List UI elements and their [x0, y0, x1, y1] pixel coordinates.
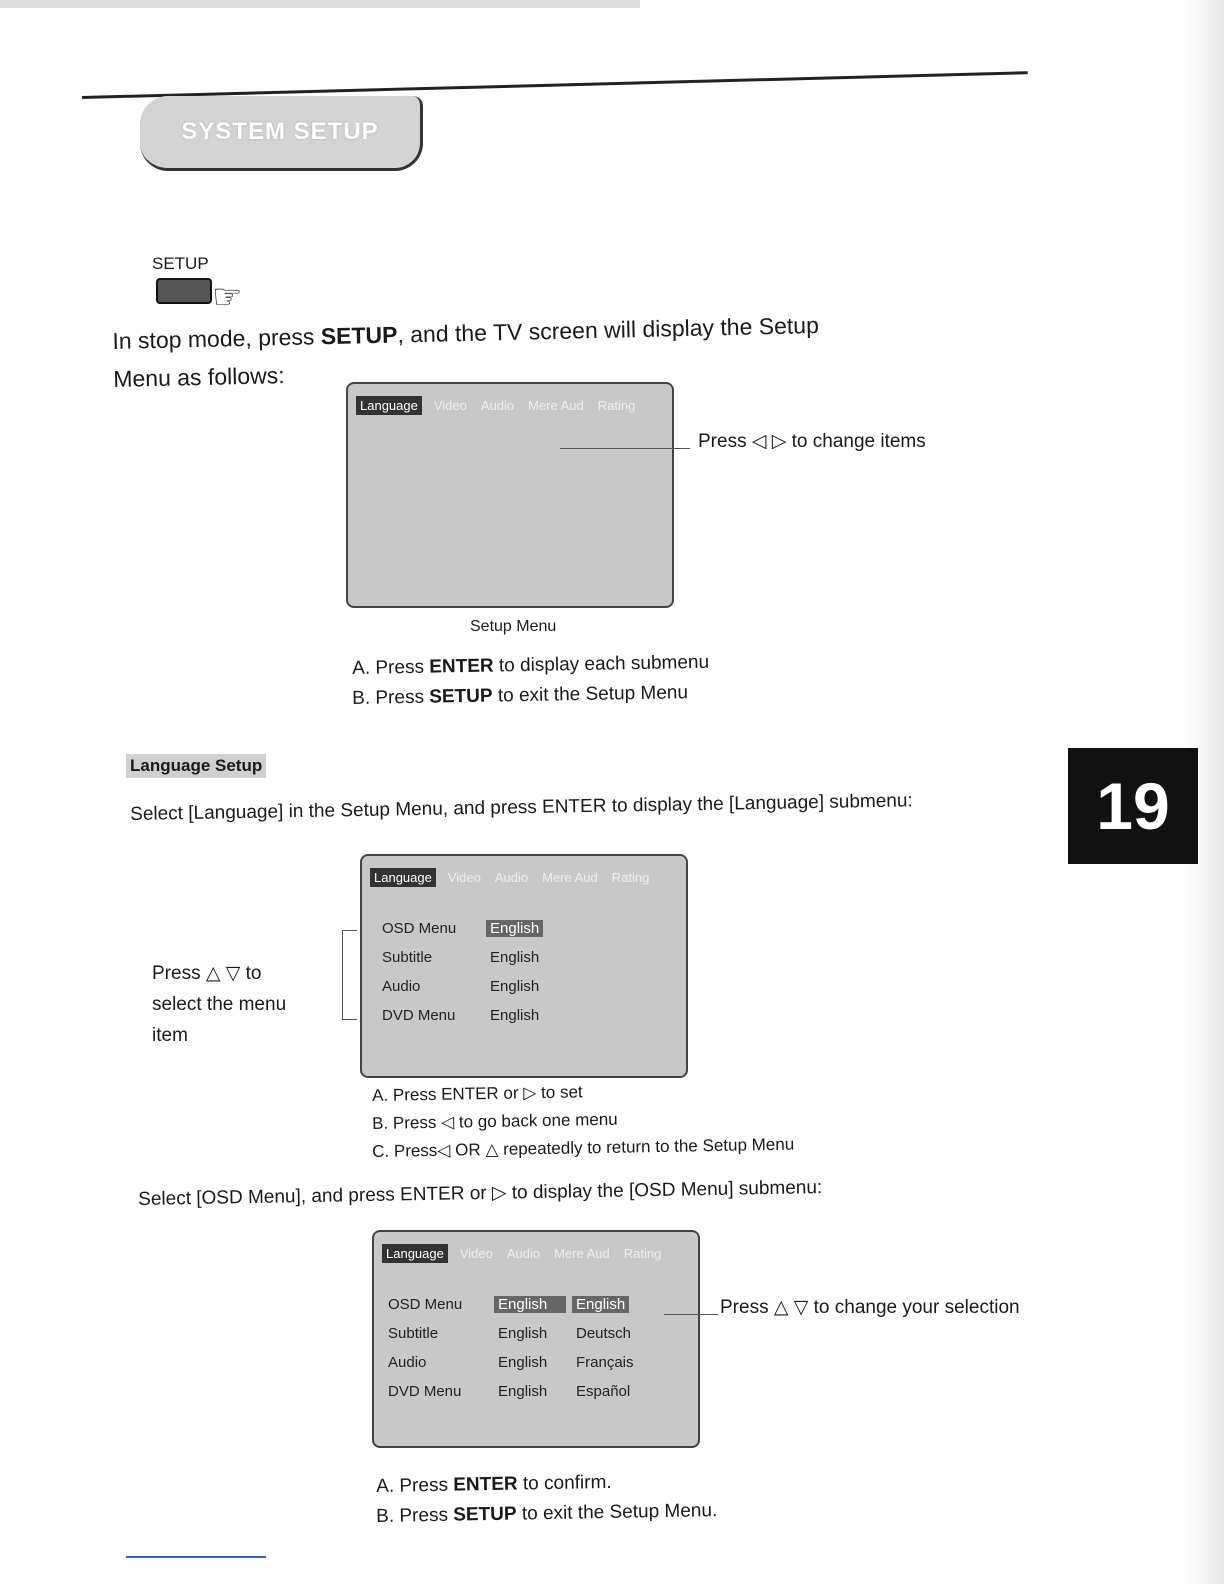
section-header-tab — [140, 96, 423, 171]
tab-mere-aud: Mere Aud — [542, 870, 598, 885]
menu-row-label: DVD Menu — [388, 1383, 462, 1400]
osd-intro: Select [OSD Menu], and press ENTER or ▷ to display the [OSD Menu] submenu: — [138, 1177, 823, 1210]
side-note-line: Press △ ▽ to — [152, 963, 262, 984]
instruction-b2: B. Press ◁ to go back one menu — [372, 1109, 618, 1133]
menu-row — [388, 1383, 634, 1400]
tab-rating: Rating — [597, 398, 636, 413]
menu-row-value: English — [494, 1296, 566, 1313]
instruction-b3 — [376, 1500, 717, 1528]
menu-row-label: OSD Menu — [388, 1296, 463, 1313]
osd-submenu-tabbar — [382, 1244, 663, 1263]
intro-text-post: , and the TV screen will display the Setup — [397, 311, 820, 348]
footer-rule — [126, 1556, 266, 1558]
instruction-b1-bold: SETUP — [429, 685, 493, 708]
osd-leader-line — [664, 1314, 718, 1315]
header-rule — [82, 71, 1028, 99]
menu-row — [388, 1325, 635, 1342]
intro-text-bold: SETUP — [320, 321, 398, 350]
menu-row-value: English — [498, 1383, 548, 1400]
page-number: 19 — [1096, 769, 1170, 843]
tab-audio: Audio — [494, 870, 529, 885]
menu-row — [388, 1354, 638, 1371]
language-setup-intro: Select [Language] in the Setup Menu, and press ENTER to display the [Language] submenu: — [130, 790, 913, 825]
instruction-c2: C. Press◁ OR △ repeatedly to return to the Setup Menu — [372, 1134, 795, 1161]
intro-text-pre: In stop mode, press — [112, 323, 322, 354]
tab-language: Language — [370, 868, 436, 887]
scan-edge-top — [0, 0, 640, 8]
instruction-a3-suffix: to confirm. — [517, 1471, 612, 1495]
tab-video: Video — [447, 870, 481, 885]
instruction-b1 — [352, 682, 688, 710]
menu-row-option: Español — [576, 1383, 631, 1400]
instruction-b3-prefix: B. Press — [376, 1504, 454, 1527]
menu-row-label: Audio — [382, 978, 421, 995]
instruction-a2: A. Press ENTER or ▷ to set — [372, 1082, 583, 1105]
language-submenu-tabbar — [370, 868, 651, 887]
tab-audio: Audio — [480, 398, 515, 413]
instruction-a3-prefix: A. Press — [376, 1474, 454, 1497]
setup-menu-leader-line — [560, 448, 690, 449]
instruction-a1 — [352, 652, 709, 680]
tab-audio: Audio — [506, 1246, 541, 1261]
menu-row — [382, 1007, 543, 1024]
instruction-a3 — [376, 1472, 612, 1498]
menu-row-value: English — [490, 949, 540, 966]
setup-menu-annotation: Press ◁ ▷ to change items — [698, 431, 926, 452]
menu-row-label: OSD Menu — [382, 920, 457, 937]
row-bracket — [342, 930, 357, 1020]
intro-text-line2: Menu as follows: — [112, 362, 285, 392]
menu-row — [388, 1296, 629, 1313]
setup-key-label: SETUP — [152, 254, 209, 273]
instruction-b1-suffix: to exit the Setup Menu — [492, 682, 689, 707]
osd-submenu-screen — [372, 1230, 700, 1448]
tab-language: Language — [356, 396, 422, 415]
instruction-a1-suffix: to display each submenu — [493, 651, 710, 677]
language-submenu-screen — [360, 854, 688, 1078]
menu-row-label: Subtitle — [388, 1325, 439, 1342]
instruction-b1-prefix: B. Press — [352, 686, 430, 709]
menu-row — [382, 949, 543, 966]
osd-annotation: Press △ ▽ to change your selection — [720, 1297, 1020, 1318]
menu-row-label: DVD Menu — [382, 1007, 456, 1024]
menu-row-option: Deutsch — [576, 1325, 632, 1342]
tab-mere-aud: Mere Aud — [554, 1246, 610, 1261]
tab-video: Video — [433, 398, 467, 413]
side-note-line: item — [152, 1025, 188, 1046]
menu-row-value: English — [498, 1325, 548, 1342]
menu-row-value: English — [490, 978, 540, 995]
tab-video: Video — [459, 1246, 493, 1261]
setup-menu-tabbar — [356, 396, 637, 415]
setup-key-graphic — [156, 278, 212, 304]
language-side-note — [152, 958, 286, 1051]
instruction-a1-prefix: A. Press — [352, 656, 430, 679]
menu-row-value: English — [498, 1354, 548, 1371]
menu-row-value: English — [490, 1007, 540, 1024]
instruction-a3-bold: ENTER — [453, 1473, 518, 1496]
tab-rating: Rating — [611, 870, 650, 885]
tab-mere-aud: Mere Aud — [528, 398, 584, 413]
setup-menu-screen — [346, 382, 674, 608]
section-header-title: SYSTEM SETUP — [181, 118, 379, 145]
setup-menu-caption: Setup Menu — [470, 618, 557, 635]
menu-row-value: English — [486, 920, 543, 937]
menu-row-option: English — [572, 1296, 629, 1313]
page-number-box — [1068, 748, 1198, 864]
menu-row — [382, 920, 543, 937]
language-setup-heading: Language Setup — [126, 754, 266, 778]
instruction-a1-bold: ENTER — [429, 655, 494, 678]
instruction-b3-bold: SETUP — [453, 1503, 517, 1526]
menu-row-label: Subtitle — [382, 949, 433, 966]
tab-rating: Rating — [623, 1246, 662, 1261]
menu-row-option: Français — [576, 1354, 634, 1371]
tab-language: Language — [382, 1244, 448, 1263]
menu-row — [382, 978, 543, 995]
hand-pointing-icon: ☞ — [212, 278, 243, 316]
menu-row-label: Audio — [388, 1354, 427, 1371]
instruction-b3-suffix: to exit the Setup Menu. — [516, 1500, 718, 1525]
side-note-line: select the menu — [152, 994, 287, 1015]
